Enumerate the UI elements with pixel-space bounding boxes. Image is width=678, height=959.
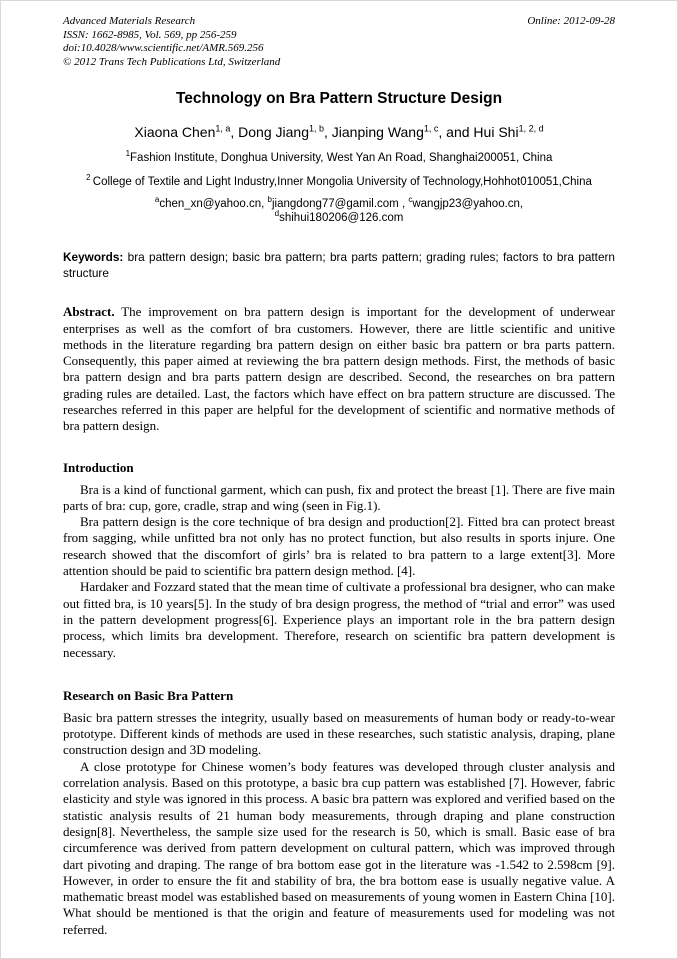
email-marker: d [274, 209, 280, 219]
author-affiliation-marker: 1, b [308, 122, 324, 133]
journal-copyright: © 2012 Trans Tech Publications Ltd, Switzerland [63, 55, 281, 68]
body-paragraph: Bra is a kind of functional garment, which can push, fix and protect the breast [1]. There are five main parts of bra: cup, gore, cradle, strap and wing (seen in Fig.1). [63, 481, 615, 513]
email-line [63, 211, 615, 226]
author-name: , Dong Jiang [230, 123, 309, 140]
email-marker: b [267, 194, 272, 204]
paper-title: Technology on Bra Pattern Structure Design [175, 89, 503, 107]
author-name: , and Hui Shi [438, 123, 519, 140]
author-emails [63, 194, 615, 227]
email-line [63, 194, 615, 212]
keywords-block [63, 250, 615, 282]
author-name: Xiaona Chen [134, 123, 216, 140]
body-paragraph: A close prototype for Chinese women’s body features was developed through cluster analysis and correlation analysis. Based on this prototype, a basic bra cup pattern was established [7]. However, fabric elasticity and style was ignored in this process. A basic bra pattern was explored and verified based on the statistic analysis results of 21 human body measurements, through draping and plane construction design[8]. Nevertheless, the sample size used for the research is 50, which is small. Basic ease of bra circumference was derived from pattern development on cultural pattern, which was improved through dart pivoting and draping. The range of bra bottom ease got in the literature was -1.542 to 2.598cm [9]. However, in order to ensure the fit and stability of bra, the bra bottom ease is usually negative value. A mathematic breast model was established based on measurements of young women in Eastern China [10]. What should be mentioned is that the origin and feature of measurements used for modeling was not referred. [63, 758, 615, 937]
body-paragraph: Basic bra pattern stresses the integrity, usually based on measurements of human body or ready-to-wear prototype. Different kinds of methods are used in these researches, such statistic analysis, draping, plane construction design and 3D modeling. [63, 709, 615, 758]
email-address: jiangdong77@gamil.com , [272, 197, 409, 210]
affiliation-line [63, 172, 615, 188]
section-heading-introduction: Introduction [63, 459, 134, 475]
online-date: Online: 2012-09-28 [527, 15, 615, 27]
journal-name: Advanced Materials Research [63, 15, 196, 27]
email-marker: c [408, 194, 413, 204]
email-address: shihui180206@126.com [279, 212, 404, 225]
journal-issn-volume: ISSN: 1662-8985, Vol. 569, pp 256-259 [63, 28, 237, 41]
author-affiliation-marker: 1, a [215, 122, 231, 133]
authors-line [63, 124, 615, 140]
affiliation-text: College of Textile and Light Industry,Inner Mongolia University of Technology,Hohhot010051,China [92, 175, 592, 188]
keywords-text: bra pattern design; basic bra pattern; bra parts pattern; grading rules; factors to bra pattern structure [63, 250, 615, 281]
author-affiliation-marker: 1, c [423, 122, 439, 133]
journal-doi: doi:10.4028/www.scientific.net/AMR.569.256 [63, 42, 264, 55]
body-paragraph: Hardaker and Fozzard stated that the mean time of cultivate a professional bra designer, who can make out fitted bra, is 10 years[5]. In the study of bra design progress, the method of “trial and error” was used in the pattern development progress[6]. Experience plays an important role in the bra pattern design process, which limits bra development. Therefore, research on scientific bra pattern development is necessary. [63, 579, 615, 660]
affiliation-marker: 1 [125, 148, 131, 158]
abstract-label: Abstract. [63, 304, 115, 320]
affiliation-text: Fashion Institute, Donghua University, West Yan An Road, Shanghai200051, China [130, 151, 553, 164]
section-heading-basic-bra-pattern: Research on Basic Bra Pattern [63, 687, 234, 703]
body-paragraph: Bra pattern design is the core technique of bra design and production[2]. Fitted bra can protect breast from sagging, while unfitted bra not only has no protect function, but also results in sports injure. One research showed that the discomfort of girls’ bra is related to bra pattern to a large extent[3]. More attention should be paid to scientific bra pattern design method. [4]. [63, 514, 615, 579]
journal-header-left [63, 15, 280, 70]
author-name: , Jianping Wang [324, 123, 424, 140]
journal-header [63, 15, 615, 70]
abstract-block [63, 304, 615, 434]
author-affiliation-marker: 1, 2, d [518, 122, 544, 133]
affiliation-line [63, 148, 615, 164]
email-address: wangjp23@yahoo.cn, [412, 197, 524, 210]
email-address: chen_xn@yahoo.cn, [159, 197, 268, 210]
abstract-text: The improvement on bra pattern design is important for the development of underwear enterprises as well as the comfort of bra customers. However, there are little scientific and unitive methods in the literature regarding bra pattern design on either basic bra pattern or bra parts pattern. Consequently, this paper aimed at reviewing the bra pattern design methods. First, the methods of basic bra pattern design and bra parts pattern design are described. Second, the researches on bra pattern grading rules are detailed. Last, the factors which have effect on bra pattern structure are discussed. The researches referred in this paper are helpful for the development of scientific and normative methods of bra pattern design. [63, 304, 615, 434]
keywords-label: Keywords: [63, 250, 124, 265]
affiliation-marker: 2 [86, 172, 93, 182]
email-marker: a [154, 194, 160, 204]
